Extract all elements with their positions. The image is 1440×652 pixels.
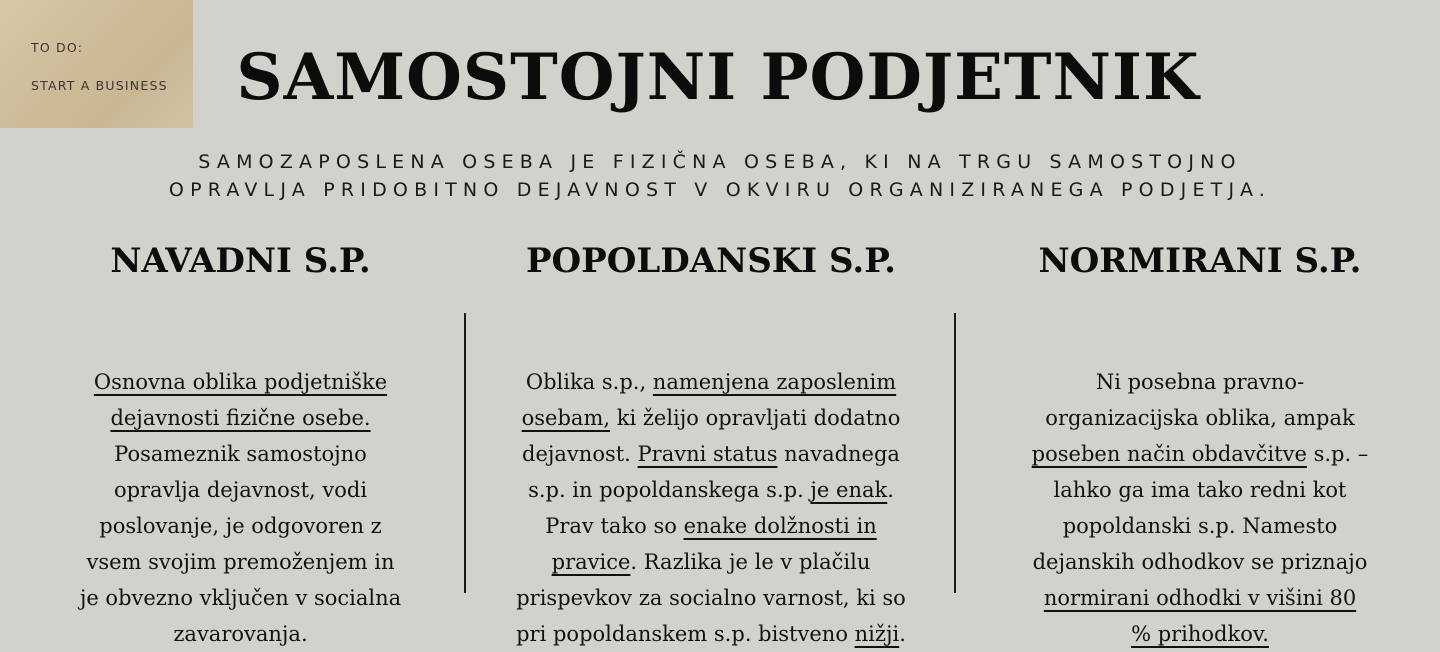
body-line [478,544,944,580]
body-text: navadnega [777,442,900,466]
body-text: organizacijska oblika, ampak [1045,406,1355,430]
subtitle-line-1: SAMOZAPOSLENA OSEBA JE FIZIČNA OSEBA, KI NA TRGU SAMOSTOJNO [198,151,1242,173]
body-line [990,508,1410,544]
underlined-text: Pravni status [637,442,778,466]
body-text: . [887,478,894,502]
definition-subtitle [60,148,1380,204]
body-line [990,364,1410,400]
body-line [990,580,1410,616]
column-body [478,364,944,652]
body-text: dejavnost. [522,442,638,466]
body-text: pri popoldanskem s.p. bistveno [516,622,855,646]
note-line-2: START A BUSINESS [31,78,168,93]
body-text: s.p. in popoldanskega s.p. [528,478,811,502]
body-line [990,544,1410,580]
column-heading: POPOLDANSKI S.P. [525,241,896,281]
underlined-text: osebam, [521,406,611,430]
body-text: ki želijo opravljati dodatno [610,406,901,430]
column-heading: NAVADNI S.P. [110,241,371,281]
body-line [48,436,433,472]
body-line [478,472,944,508]
page-title-text: SAMOSTOJNI PODJETNIK [236,40,1200,115]
column-divider [954,313,956,593]
body-line [478,436,944,472]
body-line [478,616,944,652]
body-text: Prav tako so [545,514,684,538]
column-body [48,364,433,652]
body-line [478,400,944,436]
subtitle-line-2: OPRAVLJA PRIDOBITNO DEJAVNOST V OKVIRU ORGANIZIRANEGA PODJETJA. [168,179,1272,201]
body-text: poslovanje, je odgovoren z [99,514,382,538]
column-popoldanski [478,236,944,652]
body-text: popoldanski s.p. Namesto [1062,514,1338,538]
body-line [478,508,944,544]
body-line [48,472,433,508]
column-divider [464,313,466,593]
underlined-text: dejavnosti fizične osebe. [110,406,371,430]
page-title [0,40,1440,115]
body-line [48,508,433,544]
underlined-text: namenjena zaposlenim [652,370,897,394]
underlined-text: Osnovna oblika podjetniške [93,370,388,394]
underlined-text: pravice [551,550,631,574]
body-line [48,580,433,616]
underlined-text: poseben način obdavčitve [1031,442,1307,466]
note-line-1: TO DO: [31,40,84,55]
body-text: lahko ga ima tako redni kot [1053,478,1347,502]
body-text: je obvezno vključen v socialna [79,586,402,610]
column-body [990,364,1410,652]
body-line [48,616,433,652]
body-line [990,436,1410,472]
body-line [478,580,944,616]
body-text: Oblika s.p., [525,370,653,394]
column-heading: NORMIRANI S.P. [1038,241,1362,281]
body-line [990,472,1410,508]
underlined-text: normirani odhodki v višini 80 [1043,586,1357,610]
body-text: prispevkov za socialno varnost, ki so [516,586,906,610]
body-text: Posameznik samostojno [114,442,367,466]
body-text: . Razlika je le v plačilu [630,550,871,574]
body-text: vsem svojim premoženjem in [86,550,395,574]
body-line [990,400,1410,436]
body-text: zavarovanja. [173,622,308,646]
body-text: opravlja dejavnost, vodi [113,478,368,502]
body-text: Ni posebna pravno- [1095,370,1305,394]
body-text: dejanskih odhodkov se priznajo [1032,550,1368,574]
body-line [48,364,433,400]
body-line [478,364,944,400]
body-line [48,544,433,580]
underlined-text: je enak [810,478,888,502]
body-text: . [899,622,906,646]
body-line [990,616,1410,652]
underlined-text: nižji [854,622,900,646]
column-normirani [990,236,1410,652]
underlined-text: % prihodkov. [1131,622,1269,646]
underlined-text: enake dolžnosti in [683,514,877,538]
column-navadni [48,236,433,652]
body-line [48,400,433,436]
body-text: s.p. – [1306,442,1369,466]
